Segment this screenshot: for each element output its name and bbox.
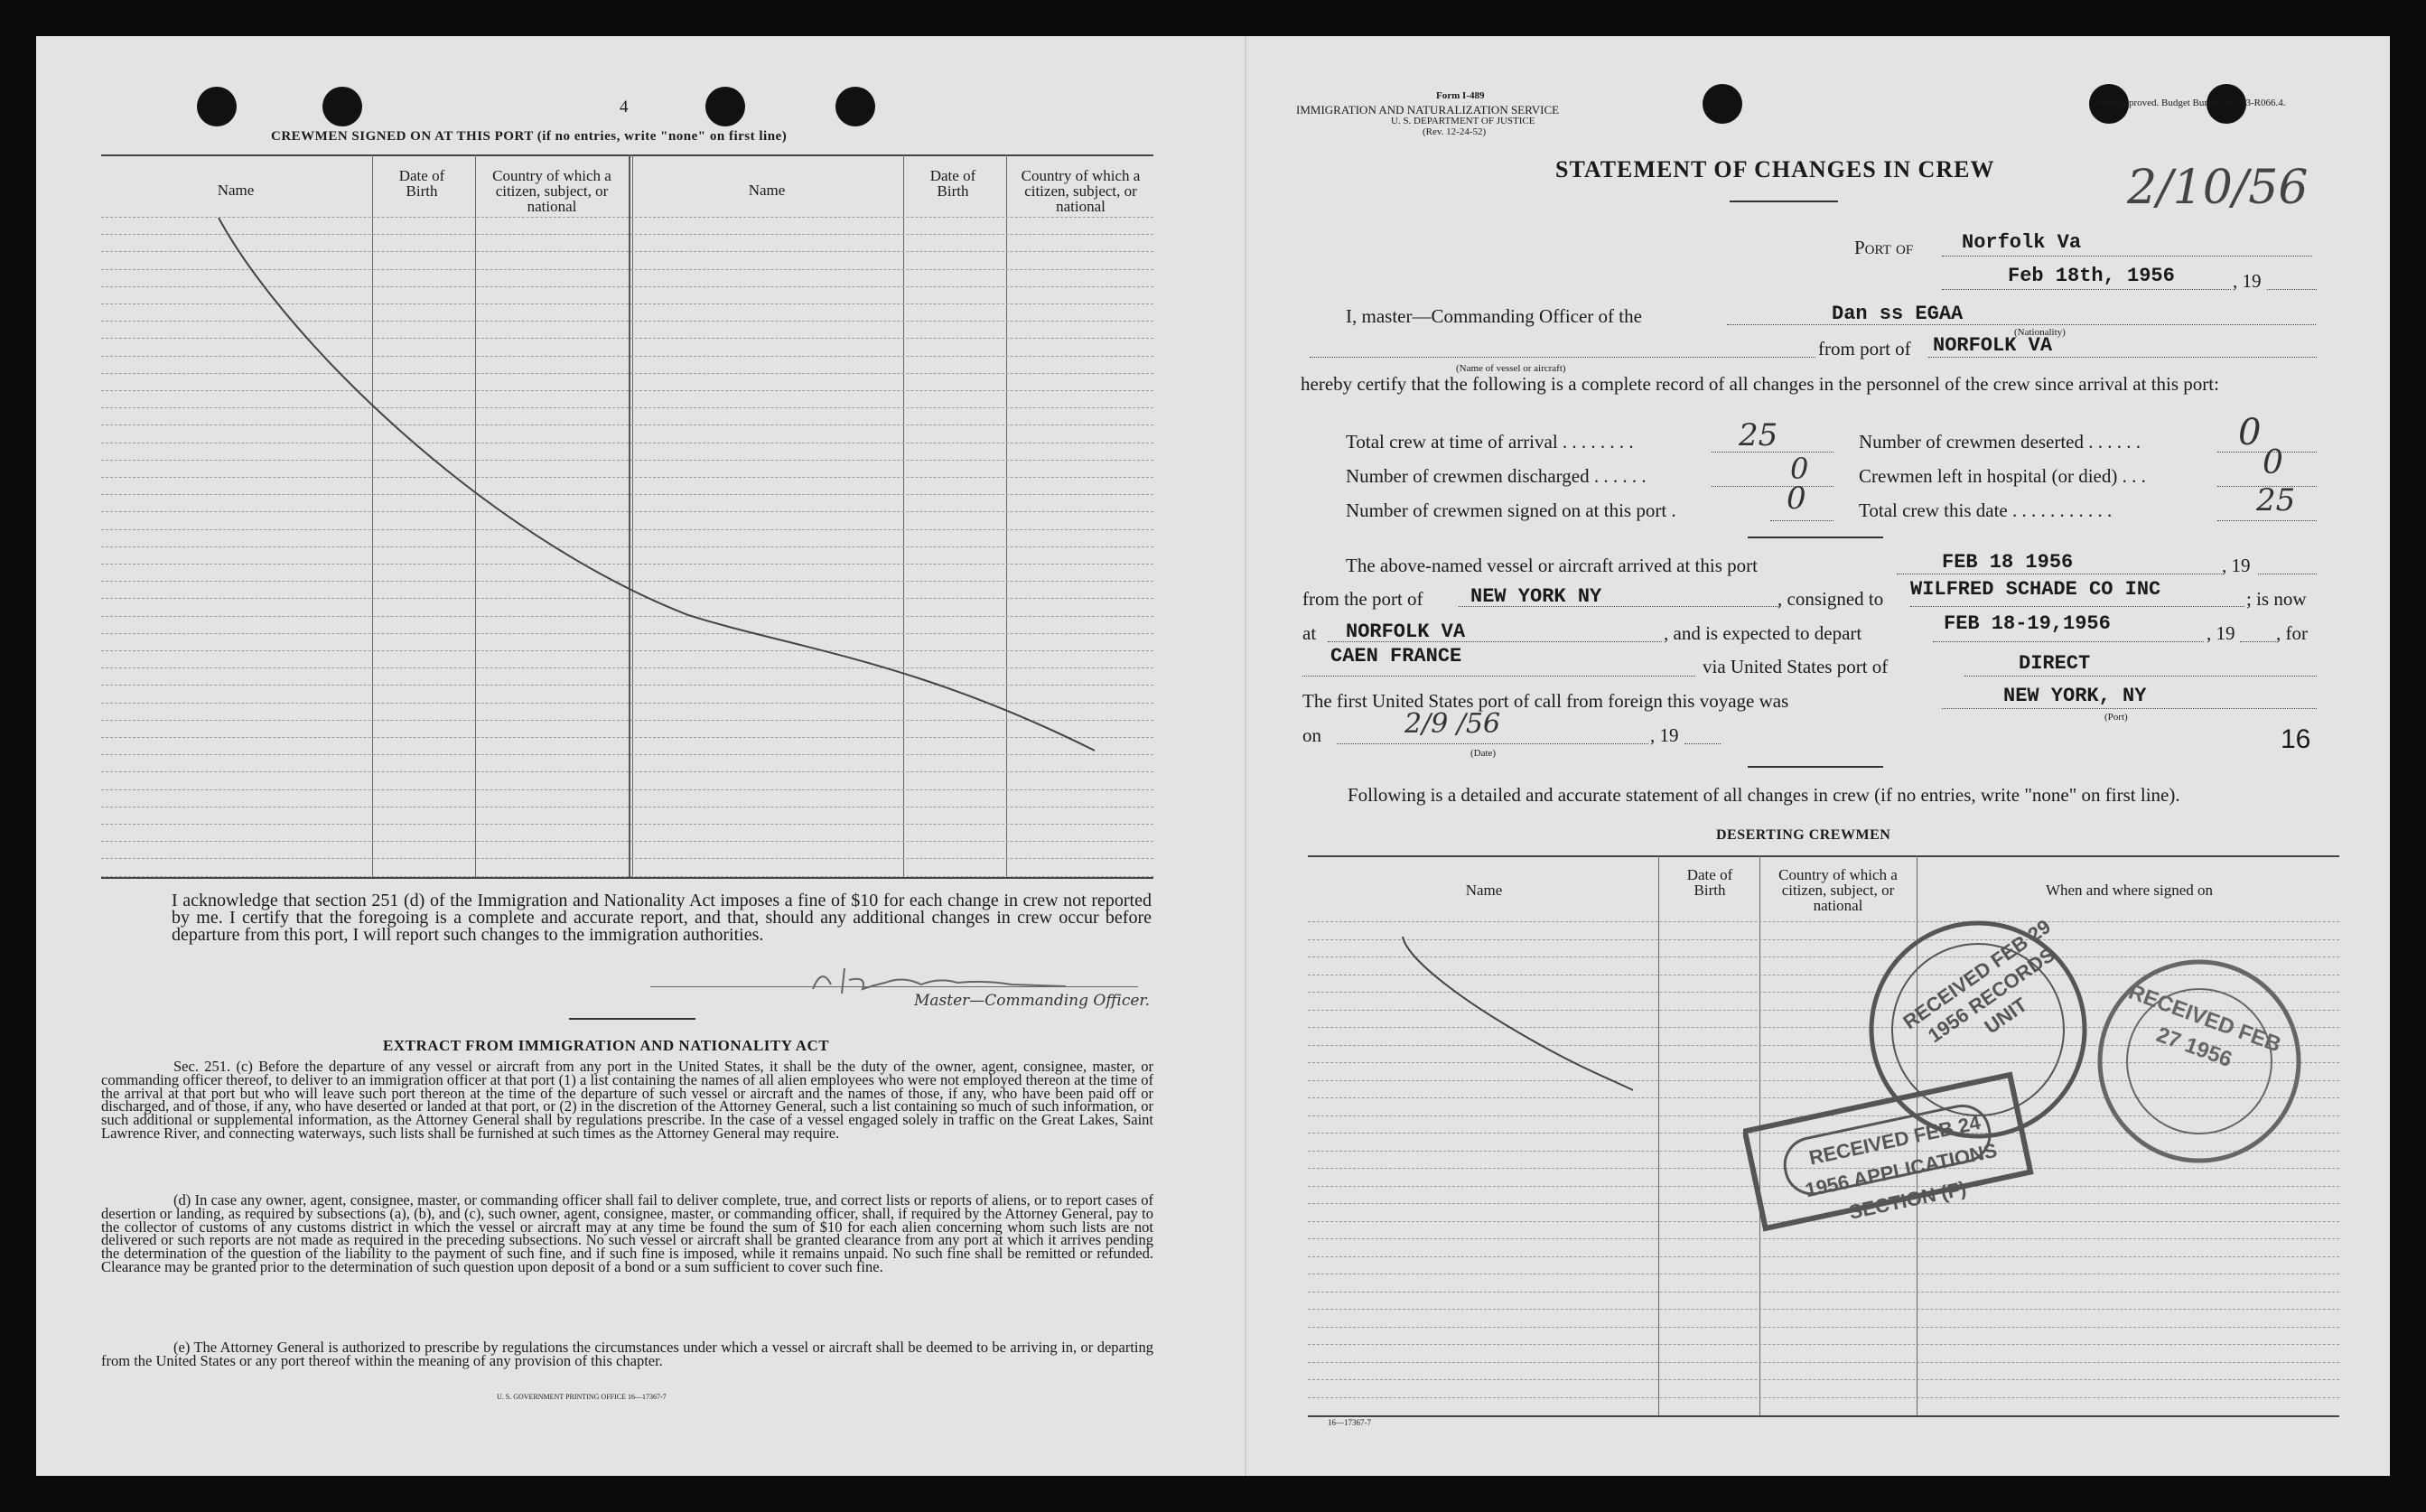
first-port-value: NEW YORK, NY	[2003, 685, 2147, 707]
year-suffix: , 19	[2233, 270, 2262, 292]
port-caption: (Port)	[2104, 712, 2128, 723]
following-text: Following is a detailed and accurate statement of all changes in crew (if no entries, write "none" on first line).	[1348, 784, 2180, 806]
at-label: at	[1302, 622, 1317, 644]
col-dob: Date of Birth	[398, 167, 445, 200]
table-bottom-rule	[101, 877, 1153, 879]
signed-on-header: CREWMEN SIGNED ON AT THIS PORT (if no entries, write "none" on first line)	[271, 129, 788, 144]
total-arrival-label: Total crew at time of arrival . . . . . . . .	[1346, 431, 1634, 453]
consigned-value: WILFRED SCHADE CO INC	[1910, 578, 2161, 601]
signature-line	[650, 986, 1138, 987]
date-value: Feb 18th, 1956	[2008, 265, 2175, 287]
discharged-label: Number of crewmen discharged . . . . . .	[1346, 465, 1647, 487]
port-label: Port of	[1854, 237, 1914, 258]
punch-hole	[197, 87, 237, 126]
hospital-label: Crewmen left in hospital (or died) . . .	[1859, 465, 2146, 487]
extract-title: EXTRACT FROM IMMIGRATION AND NATIONALITY ACT	[383, 1037, 830, 1054]
on-value: 2/9 /56	[1404, 708, 1501, 740]
punch-hole	[835, 87, 875, 126]
arrived-year: , 19	[2222, 555, 2251, 576]
certify-text: hereby certify that the following is a complete record of all changes in the personnel of the crew since arrival at this port:	[1301, 373, 2219, 395]
arrived-label: The above-named vessel or aircraft arrived at this port	[1346, 555, 1758, 576]
punch-hole	[705, 87, 745, 126]
on-year: , 19	[1650, 724, 1679, 746]
deserted-value: 0	[2238, 412, 2262, 453]
punch-hole	[1703, 84, 1742, 124]
desert-col-name: Name	[1465, 882, 1503, 899]
table-row-line	[1308, 1344, 2339, 1345]
table-row-line	[1308, 1292, 2339, 1293]
total-date-value: 25	[2256, 482, 2296, 518]
hospital-value: 0	[2263, 444, 2283, 481]
title-rule	[1730, 201, 1838, 202]
date-caption: (Date)	[1470, 748, 1497, 759]
master-label: I, master—Commanding Officer of the	[1346, 305, 1642, 327]
signed-on-label: Number of crewmen signed on at this port .	[1346, 499, 1676, 521]
desert-col-country: Country of which a citizen, subject, or national	[1778, 866, 1898, 914]
section-rule	[1748, 537, 1883, 538]
stamp-applications-text: RECEIVED FEB 24 1956 APPLICATIONS SECTION (F)	[1803, 1110, 2000, 1224]
table-row-line	[1308, 1309, 2339, 1310]
depart-label: , and is expected to depart	[1664, 622, 1862, 644]
from-value: NEW YORK NY	[1470, 585, 1602, 608]
vessel-value: Dan ss EGAA	[1832, 303, 1964, 325]
port-value: Norfolk Va	[1962, 231, 2082, 254]
printing-office: U. S. GOVERNMENT PRINTING OFFICE 16—17367-7	[497, 1393, 667, 1401]
punch-hole	[322, 87, 362, 126]
col-name-2: Name	[748, 182, 786, 199]
extract-paragraph-c: Sec. 251. (c) Before the departure of any vessel or aircraft from any port in the United States, it shall be the duty of the owner, agent, consignee, master, or commanding officer thereof, to deliver to an immigration officer at that port (1) a list containing the names of all alien employees who were not employed thereon at the time of the arrival at that port but who will leave such port thereon at the time of the departure of such vessel or aircraft and the names of those, if any, who have been paid off or discharged, and of those, if any, who have deserted or landed at that port, or (2) in the discretion of the Attorney General, such a list containing so much of such information, or such additional or supplemental information, as the Attorney General shall by regulations prescribe. In the case of a vessel engaged solely in traffic on the Great Lakes, Saint Lawrence River, and connecting waterways, such lists shall be furnished at such times as the Attorney General may require.	[101, 1058, 1153, 1142]
first-port-label: The first United States port of call from foreign this voyage was	[1302, 690, 1789, 712]
vessel-caption: (Name of vessel or aircraft)	[1456, 363, 1566, 374]
from-port-label: from port of	[1818, 338, 1911, 359]
total-date-label: Total crew this date . . . . . . . . . . .	[1859, 499, 2113, 521]
signature-caption: Master—Commanding Officer.	[914, 992, 1151, 1010]
table-row-line	[1308, 1327, 2339, 1328]
discharged-value: 0	[1790, 452, 1809, 486]
page-number-16: 16	[2281, 724, 2311, 754]
stamp-records-text: RECEIVED FEB 29 1956 RECORDS UNIT	[1899, 915, 2059, 1048]
form-number: Form I-489	[1436, 90, 1485, 101]
signed-on-value: 0	[1787, 481, 1806, 517]
from-port-value: NORFOLK VA	[1933, 334, 2053, 357]
extract-paragraph-d: (d) In case any owner, agent, consignee, master, or commanding officer shall fail to deliver complete, true, and correct lists or reports of aliens, or to report cases of desertion or landing, as required by subsections (a), (b), and (c), such owner, agent, consignee, master, or commanding officer, shall, if required by the Attorney General, pay to the collector of customs of any customs district in which the vessel or aircraft may at any time be found the sum of $10 for each alien concerning whom such lists are not delivered or such reports are not made as required in the preceding subsections. No such vessel or aircraft shall be granted clearance from any port at which it arrives pending the determination of the question of the liability to the payment of such fine, and if such fine is imposed, while it remains unpaid. No such fine shall be remitted or refunded. Clearance may be granted prior to the determination of such question upon deposit of a bond or a sum sufficient to cover such fine.	[101, 1191, 1153, 1275]
col-dob-2: Date of Birth	[929, 167, 976, 200]
desert-table-bottom	[1308, 1415, 2339, 1417]
via-label: via United States port of	[1703, 656, 1889, 677]
depart-year: , 19	[2207, 622, 2235, 644]
divider-rule	[569, 1018, 695, 1020]
for-label: , for	[2276, 622, 2308, 644]
strike-line	[101, 154, 1153, 877]
page-fold	[1245, 36, 1246, 1476]
table-row-line	[1308, 1397, 2339, 1398]
via-value: DIRECT	[2019, 652, 2091, 675]
handwritten-date: 2/10/56	[2127, 161, 2309, 215]
section-rule	[1748, 766, 1883, 768]
at-value: NORFOLK VA	[1346, 621, 1466, 643]
form-title: STATEMENT OF CHANGES IN CREW	[1555, 156, 1995, 182]
agency-department: U. S. DEPARTMENT OF JUSTICE	[1391, 116, 1535, 126]
form-approval: Form approved. Budget Bureau No. 43-R066.4.	[2095, 98, 2286, 108]
form-revision: (Rev. 12-24-52)	[1423, 126, 1487, 137]
page-number: 4	[620, 98, 629, 117]
col-country-2: Country of which a citizen, subject, or national	[1021, 167, 1141, 215]
stamp-2-text: RECEIVED FEB 27 1956	[2125, 979, 2284, 1073]
table-row-line	[1308, 1256, 2339, 1257]
table-row-line	[1308, 1362, 2339, 1363]
desert-col-signed-on: When and where signed on	[2045, 882, 2214, 899]
is-now-label: ; is now	[2246, 588, 2307, 610]
total-arrival-value: 25	[1739, 417, 1778, 453]
strike-line	[1308, 855, 1759, 1217]
table-row-line	[1308, 1379, 2339, 1380]
destination-value: CAEN FRANCE	[1330, 645, 1462, 667]
col-country: Country of which a citizen, subject, or national	[492, 167, 611, 215]
col-name: Name	[217, 182, 255, 199]
from-label: from the port of	[1302, 588, 1423, 610]
consigned-label: , consigned to	[1778, 588, 1884, 610]
footer-code: 16—17367-7	[1328, 1418, 1371, 1427]
extract-paragraph-e: (e) The Attorney General is authorized to prescribe by regulations the circumstances under which a vessel or aircraft shall be deemed to be arriving in, or departing from the United States or any port thereof within the meaning of any provision of this chapter.	[101, 1339, 1153, 1369]
nationality-caption: (Nationality)	[2014, 327, 2066, 338]
desert-col-dob: Date of Birth	[1686, 866, 1733, 899]
depart-value: FEB 18-19,1956	[1944, 612, 2111, 635]
deserting-title: DESERTING CREWMEN	[1716, 827, 1891, 843]
deserted-label: Number of crewmen deserted . . . . . .	[1859, 431, 2141, 453]
arrived-value: FEB 18 1956	[1942, 551, 2074, 574]
on-label: on	[1302, 724, 1321, 746]
acknowledgement-text: I acknowledge that section 251 (d) of the Immigration and Nationality Act imposes a fine of $10 for each change in crew not reported by me. I certify that the foregoing is a complete and accurate report, and that, should any additional changes in crew occur before departure from this port, I will report such changes to the immigration authorities.	[172, 891, 1152, 945]
agency-name: IMMIGRATION AND NATURALIZATION SERVICE	[1296, 103, 1560, 117]
